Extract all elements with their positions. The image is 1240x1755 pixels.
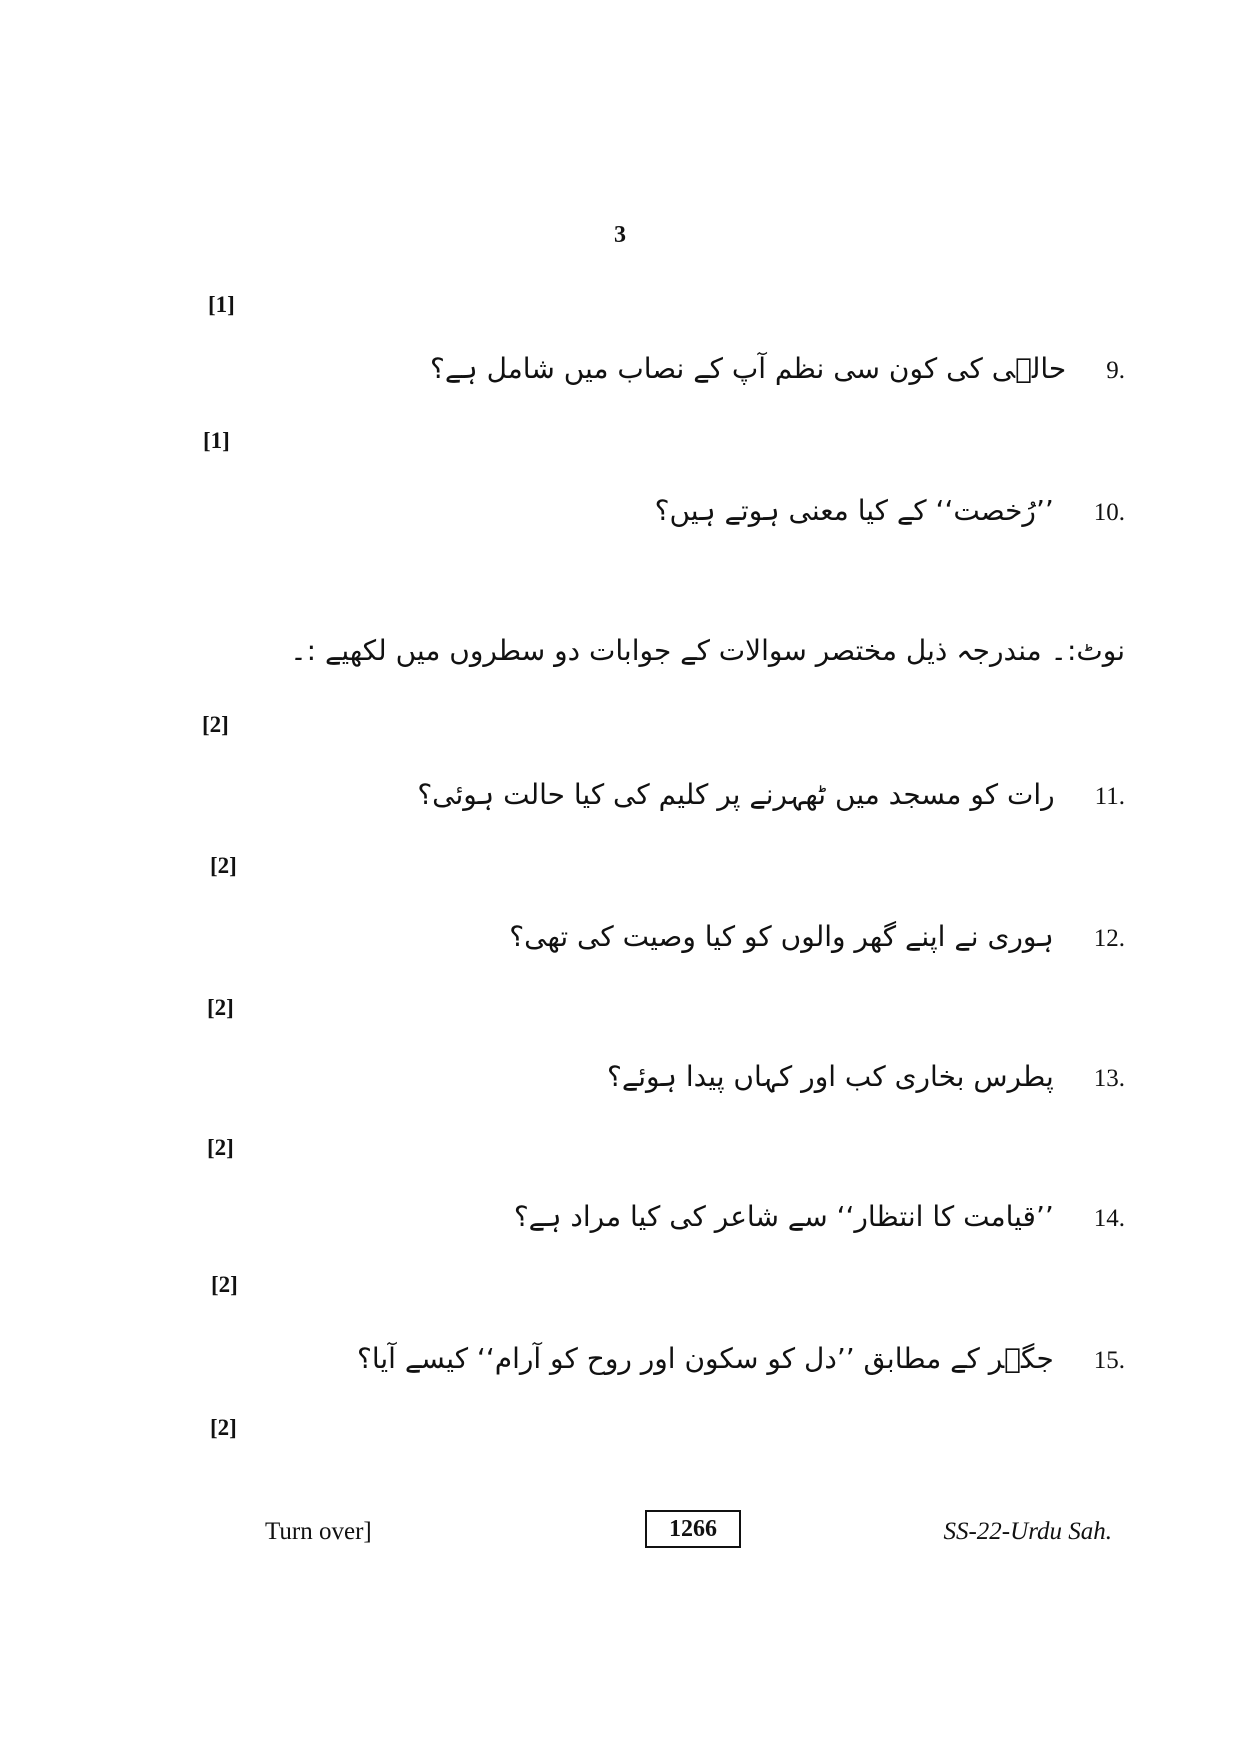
marks-label: [2] [210, 853, 237, 878]
instruction-note: نوٹ:۔ مندرجہ ذیل مختصر سوالات کے جوابات دو سطروں میں لکھیے :۔ [290, 634, 1125, 667]
question-text: جگؔر کے مطابق ’’دل کو سکون اور روح کو آرام‘‘ کیسے آیا؟ [357, 1342, 1054, 1375]
question-12 [509, 920, 1125, 953]
question-text: ’’رُخصت‘‘ کے کیا معنی ہوتے ہیں؟ [654, 494, 1054, 527]
paper-code-box: 1266 [645, 1510, 741, 1548]
question-number: 13. [1093, 1065, 1125, 1092]
question-number: 9. [1106, 357, 1125, 384]
question-13 [607, 1060, 1125, 1093]
question-number: 11. [1094, 783, 1125, 810]
marks-label: [2] [207, 995, 234, 1020]
question-text: ’’قیامت کا انتظار‘‘ سے شاعر کی کیا مراد ہے؟ [513, 1200, 1054, 1233]
question-number: 12. [1093, 925, 1125, 952]
marks-label: [2] [211, 1272, 238, 1297]
question-9 [430, 352, 1125, 385]
question-text: پطرس بخاری کب اور کہاں پیدا ہوئے؟ [606, 1060, 1054, 1093]
question-14 [514, 1200, 1125, 1233]
page-number: 3 [614, 222, 626, 248]
marks-label: [1] [203, 428, 230, 453]
question-number: 15. [1093, 1347, 1125, 1374]
marks-label: [2] [210, 1415, 237, 1440]
question-text: ہوری نے اپنے گھر والوں کو کیا وصیت کی تھی؟ [509, 920, 1054, 953]
question-text: رات کو مسجد میں ٹھہرنے پر کلیم کی کیا حالت ہوئی؟ [417, 778, 1055, 811]
paper-title-footer: SS-22-Urdu Sah. [943, 1518, 1112, 1545]
marks-label: [1] [208, 292, 235, 317]
question-11 [417, 778, 1125, 811]
question-15 [357, 1342, 1125, 1375]
turn-over-label: Turn over] [265, 1518, 372, 1545]
marks-label: [2] [207, 1135, 234, 1160]
question-10 [655, 494, 1125, 527]
question-number: 14. [1093, 1205, 1125, 1232]
marks-label: [2] [202, 712, 229, 737]
question-text: حالؔی کی کون سی نظم آپ کے نصاب میں شامل ہے؟ [430, 352, 1067, 385]
question-number: 10. [1093, 499, 1125, 526]
